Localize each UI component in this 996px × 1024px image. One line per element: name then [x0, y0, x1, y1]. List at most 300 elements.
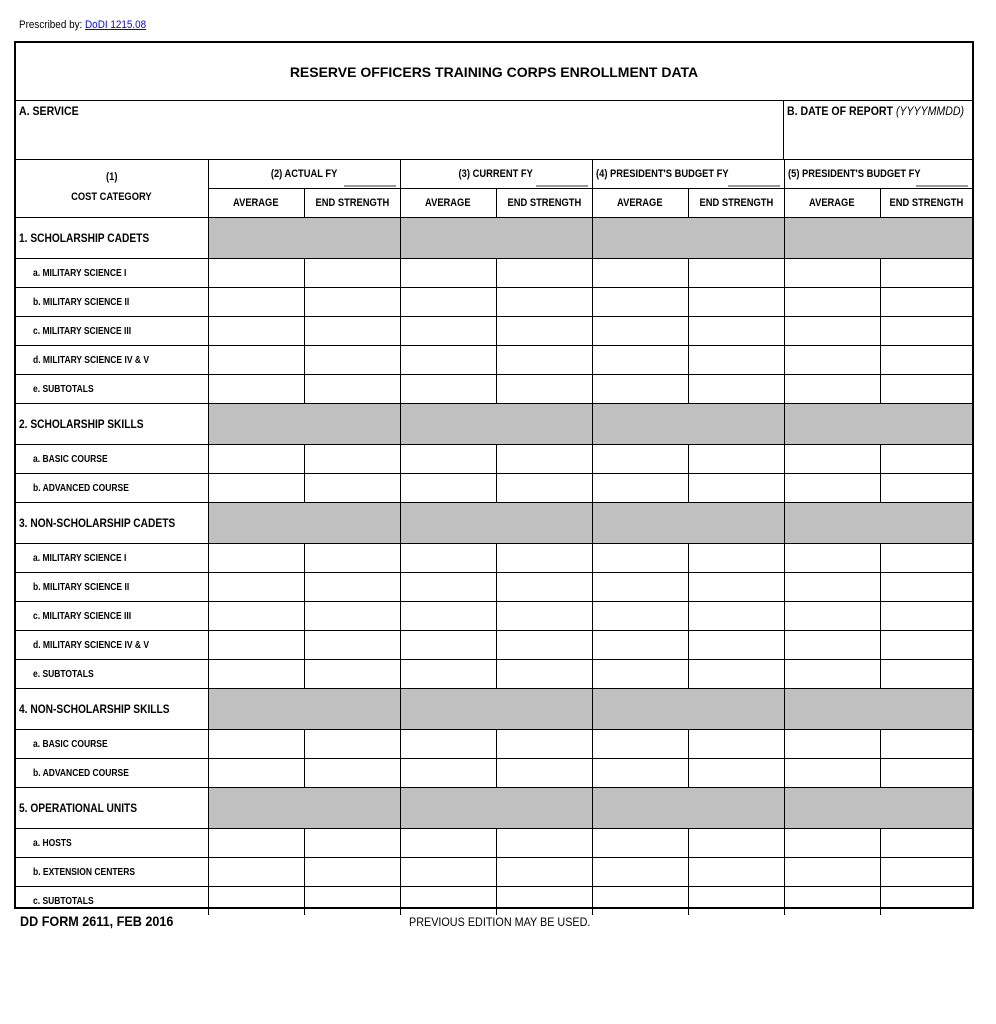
average-input[interactable] [401, 544, 496, 572]
end-strength-cell [496, 858, 592, 887]
item-label [16, 858, 208, 887]
average-input[interactable] [785, 858, 880, 886]
table-row [16, 759, 972, 788]
average-input[interactable] [785, 730, 880, 758]
item-label-text: d. MILITARY SCIENCE IV & V [33, 639, 150, 651]
end-strength-cell [880, 317, 972, 346]
table-row [16, 288, 972, 317]
presidents-budget-fy-input-1[interactable] [728, 171, 780, 187]
item-label [16, 474, 208, 503]
end-strength-input[interactable] [305, 317, 400, 345]
current-fy-label: (3) CURRENT FY [458, 168, 534, 180]
service-input[interactable] [20, 131, 779, 155]
item-label-text: b. MILITARY SCIENCE II [33, 296, 130, 308]
item-label-text: c. MILITARY SCIENCE III [33, 325, 132, 337]
average-cell [784, 317, 880, 346]
average-input[interactable] [785, 829, 880, 857]
end-strength-input[interactable] [305, 631, 400, 659]
end-strength-input[interactable] [497, 759, 592, 787]
table-row [16, 730, 972, 759]
table-row [16, 375, 972, 404]
form-number: DD FORM 2611, FEB 2016 [20, 913, 174, 929]
average-input[interactable] [785, 445, 880, 473]
end-strength-cell [304, 829, 400, 858]
end-strength-input[interactable] [689, 660, 784, 688]
end-strength-header [688, 189, 784, 218]
average-input[interactable] [785, 660, 880, 688]
end-strength-cell [688, 346, 784, 375]
end-strength-input[interactable] [305, 474, 400, 502]
item-label [16, 346, 208, 375]
item-label [16, 631, 208, 660]
average-cell [400, 346, 496, 375]
end-strength-cell [688, 631, 784, 660]
average-input[interactable] [593, 660, 688, 688]
item-label-text: b. ADVANCED COURSE [33, 767, 129, 779]
average-cell [400, 759, 496, 788]
average-input[interactable] [785, 573, 880, 601]
average-input[interactable] [785, 288, 880, 316]
shaded-cell [784, 503, 972, 544]
section-row [16, 689, 972, 730]
average-input[interactable] [209, 259, 304, 287]
average-input[interactable] [401, 375, 496, 403]
cost-category-header [16, 160, 208, 218]
end-strength-input[interactable] [305, 288, 400, 316]
date-of-report-label [787, 104, 964, 118]
average-cell [592, 474, 688, 503]
average-cell [592, 759, 688, 788]
average-cell [208, 858, 304, 887]
average-input[interactable] [401, 474, 496, 502]
end-strength-cell [880, 573, 972, 602]
end-strength-input[interactable] [881, 317, 973, 345]
item-label [16, 573, 208, 602]
end-strength-cell [496, 887, 592, 916]
end-strength-input[interactable] [881, 544, 973, 572]
average-cell [784, 829, 880, 858]
average-label: AVERAGE [617, 197, 663, 209]
end-strength-cell [496, 445, 592, 474]
end-strength-input[interactable] [689, 602, 784, 630]
average-input[interactable] [209, 858, 304, 886]
end-strength-input[interactable] [689, 445, 784, 473]
end-strength-input[interactable] [881, 602, 973, 630]
shaded-cell [208, 689, 400, 730]
average-input[interactable] [785, 631, 880, 659]
end-strength-input[interactable] [881, 730, 973, 758]
end-strength-cell [880, 631, 972, 660]
item-label-text: e. SUBTOTALS [33, 383, 94, 395]
item-label-text: c. MILITARY SCIENCE III [33, 610, 132, 622]
end-strength-input[interactable] [689, 474, 784, 502]
end-strength-input[interactable] [881, 829, 973, 857]
average-input[interactable] [209, 660, 304, 688]
average-cell [208, 631, 304, 660]
end-strength-input[interactable] [497, 445, 592, 473]
end-strength-cell [496, 660, 592, 689]
end-strength-input[interactable] [305, 544, 400, 572]
end-strength-cell [304, 346, 400, 375]
end-strength-input[interactable] [497, 730, 592, 758]
average-input[interactable] [593, 858, 688, 886]
end-strength-input[interactable] [881, 259, 973, 287]
average-cell [784, 730, 880, 759]
average-input[interactable] [209, 829, 304, 857]
item-label [16, 288, 208, 317]
average-input[interactable] [593, 445, 688, 473]
end-strength-input[interactable] [881, 631, 973, 659]
table-row [16, 544, 972, 573]
end-strength-input[interactable] [305, 573, 400, 601]
average-input[interactable] [209, 288, 304, 316]
item-label [16, 829, 208, 858]
end-strength-input[interactable] [305, 660, 400, 688]
average-input[interactable] [785, 544, 880, 572]
average-cell [400, 887, 496, 916]
end-strength-cell [688, 829, 784, 858]
end-strength-input[interactable] [689, 317, 784, 345]
average-input[interactable] [401, 288, 496, 316]
average-input[interactable] [401, 887, 496, 915]
average-input[interactable] [593, 730, 688, 758]
average-cell [208, 474, 304, 503]
current-fy-input[interactable] [536, 171, 588, 187]
average-input[interactable] [209, 573, 304, 601]
end-strength-input[interactable] [689, 288, 784, 316]
average-header [592, 189, 688, 218]
end-strength-cell [304, 602, 400, 631]
end-strength-input[interactable] [305, 829, 400, 857]
end-strength-input[interactable] [305, 759, 400, 787]
average-cell [208, 730, 304, 759]
average-input[interactable] [401, 602, 496, 630]
end-strength-input[interactable] [305, 375, 400, 403]
end-strength-input[interactable] [497, 288, 592, 316]
table-row [16, 445, 972, 474]
end-strength-input[interactable] [497, 631, 592, 659]
end-strength-input[interactable] [497, 660, 592, 688]
average-cell [400, 259, 496, 288]
average-cell [400, 573, 496, 602]
average-input[interactable] [209, 887, 304, 915]
service-row [16, 101, 972, 160]
item-label-text: c. SUBTOTALS [33, 895, 94, 907]
end-strength-cell [496, 474, 592, 503]
average-header [400, 189, 496, 218]
average-input[interactable] [593, 288, 688, 316]
end-strength-cell [880, 887, 972, 916]
presidents-budget-fy-input-2[interactable] [916, 171, 968, 187]
end-strength-cell [880, 288, 972, 317]
current-fy-header [400, 160, 592, 189]
average-cell [400, 829, 496, 858]
average-input[interactable] [785, 759, 880, 787]
average-cell [784, 445, 880, 474]
average-input[interactable] [593, 375, 688, 403]
average-input[interactable] [401, 631, 496, 659]
average-input[interactable] [593, 474, 688, 502]
end-strength-input[interactable] [305, 259, 400, 287]
end-strength-cell [496, 259, 592, 288]
average-input[interactable] [785, 602, 880, 630]
dodi-link[interactable]: DoDI 1215.08 [85, 19, 147, 31]
end-strength-input[interactable] [305, 730, 400, 758]
average-cell [592, 631, 688, 660]
average-input[interactable] [209, 317, 304, 345]
average-cell [208, 375, 304, 404]
end-strength-input[interactable] [881, 660, 973, 688]
average-cell [400, 317, 496, 346]
shaded-cell [592, 503, 784, 544]
end-strength-input[interactable] [881, 375, 973, 403]
average-cell [784, 887, 880, 916]
end-strength-label: END STRENGTH [889, 197, 964, 209]
average-input[interactable] [785, 887, 880, 915]
end-strength-input[interactable] [881, 887, 973, 915]
end-strength-input[interactable] [497, 829, 592, 857]
service-label: A. SERVICE [19, 104, 79, 118]
average-cell [592, 858, 688, 887]
prescribed-by-label: Prescribed by: [19, 19, 86, 31]
end-strength-input[interactable] [689, 759, 784, 787]
section-label-text: 4. NON-SCHOLARSHIP SKILLS [19, 702, 170, 716]
end-strength-input[interactable] [497, 602, 592, 630]
end-strength-cell [688, 660, 784, 689]
end-strength-input[interactable] [689, 259, 784, 287]
average-input[interactable] [593, 544, 688, 572]
table-row [16, 829, 972, 858]
item-label-text: b. ADVANCED COURSE [33, 482, 129, 494]
table-row [16, 573, 972, 602]
item-label-text: b. EXTENSION CENTERS [33, 866, 136, 878]
average-cell [592, 730, 688, 759]
average-cell [784, 375, 880, 404]
end-strength-input[interactable] [689, 346, 784, 374]
end-strength-input[interactable] [305, 887, 400, 915]
average-input[interactable] [209, 631, 304, 659]
end-strength-input[interactable] [497, 346, 592, 374]
item-label [16, 445, 208, 474]
end-strength-cell [688, 445, 784, 474]
average-cell [784, 858, 880, 887]
section-label-text: 3. NON-SCHOLARSHIP CADETS [19, 516, 176, 530]
average-input[interactable] [401, 573, 496, 601]
average-input[interactable] [401, 730, 496, 758]
end-strength-input[interactable] [497, 858, 592, 886]
average-cell [592, 375, 688, 404]
end-strength-label: END STRENGTH [315, 197, 389, 209]
section-label-text: 2. SCHOLARSHIP SKILLS [19, 417, 144, 431]
end-strength-input[interactable] [497, 474, 592, 502]
end-strength-input[interactable] [497, 887, 592, 915]
end-strength-input[interactable] [689, 730, 784, 758]
average-cell [208, 602, 304, 631]
average-cell [784, 288, 880, 317]
end-strength-cell [688, 288, 784, 317]
end-strength-input[interactable] [689, 544, 784, 572]
average-input[interactable] [209, 730, 304, 758]
average-input[interactable] [593, 259, 688, 287]
end-strength-input[interactable] [305, 602, 400, 630]
section-label-text: 5. OPERATIONAL UNITS [19, 801, 138, 815]
average-input[interactable] [401, 829, 496, 857]
average-cell [784, 759, 880, 788]
end-strength-input[interactable] [497, 544, 592, 572]
average-input[interactable] [209, 759, 304, 787]
actual-fy-header [208, 160, 400, 189]
end-strength-input[interactable] [497, 259, 592, 287]
average-input[interactable] [593, 317, 688, 345]
end-strength-input[interactable] [497, 317, 592, 345]
section-row [16, 503, 972, 544]
section-row [16, 788, 972, 829]
average-input[interactable] [401, 445, 496, 473]
end-strength-input[interactable] [497, 375, 592, 403]
end-strength-input[interactable] [881, 573, 973, 601]
average-input[interactable] [785, 346, 880, 374]
shaded-cell [592, 404, 784, 445]
section-label [16, 788, 208, 829]
table-row [16, 858, 972, 887]
average-input[interactable] [593, 829, 688, 857]
end-strength-cell [688, 602, 784, 631]
average-input[interactable] [209, 445, 304, 473]
end-strength-input[interactable] [881, 288, 973, 316]
end-strength-cell [880, 375, 972, 404]
average-input[interactable] [785, 259, 880, 287]
end-strength-cell [304, 631, 400, 660]
end-strength-input[interactable] [689, 887, 784, 915]
average-cell [400, 602, 496, 631]
average-cell [400, 288, 496, 317]
end-strength-input[interactable] [497, 573, 592, 601]
average-input[interactable] [593, 573, 688, 601]
shaded-cell [784, 218, 972, 259]
end-strength-input[interactable] [689, 573, 784, 601]
average-cell [208, 317, 304, 346]
average-input[interactable] [401, 317, 496, 345]
average-cell [208, 573, 304, 602]
average-cell [592, 317, 688, 346]
end-strength-cell [304, 375, 400, 404]
average-label: AVERAGE [809, 197, 855, 209]
average-cell [784, 259, 880, 288]
table-row [16, 602, 972, 631]
end-strength-input[interactable] [881, 445, 973, 473]
average-input[interactable] [401, 858, 496, 886]
shaded-cell [400, 404, 592, 445]
end-strength-cell [496, 730, 592, 759]
end-strength-cell [688, 317, 784, 346]
average-input[interactable] [209, 375, 304, 403]
end-strength-cell [880, 858, 972, 887]
end-strength-input[interactable] [305, 858, 400, 886]
end-strength-cell [304, 573, 400, 602]
average-cell [592, 573, 688, 602]
section-row [16, 218, 972, 259]
average-input[interactable] [401, 660, 496, 688]
average-cell [208, 887, 304, 916]
item-label-text: a. MILITARY SCIENCE I [33, 267, 127, 279]
table-row [16, 259, 972, 288]
average-cell [592, 445, 688, 474]
end-strength-input[interactable] [689, 375, 784, 403]
table-row [16, 474, 972, 503]
average-cell [208, 829, 304, 858]
average-cell [784, 474, 880, 503]
end-strength-input[interactable] [305, 445, 400, 473]
average-input[interactable] [209, 602, 304, 630]
end-strength-cell [304, 445, 400, 474]
end-strength-cell [304, 759, 400, 788]
end-strength-cell [688, 259, 784, 288]
end-strength-input[interactable] [881, 474, 973, 502]
average-input[interactable] [593, 759, 688, 787]
end-strength-cell [688, 887, 784, 916]
shaded-cell [208, 503, 400, 544]
end-strength-label: END STRENGTH [699, 197, 773, 209]
average-label: AVERAGE [233, 197, 279, 209]
average-cell [592, 829, 688, 858]
average-cell [208, 346, 304, 375]
end-strength-input[interactable] [881, 858, 973, 886]
end-strength-input[interactable] [689, 858, 784, 886]
average-input[interactable] [401, 259, 496, 287]
average-input[interactable] [593, 602, 688, 630]
end-strength-header [880, 189, 972, 218]
end-strength-cell [496, 317, 592, 346]
average-input[interactable] [785, 375, 880, 403]
actual-fy-input[interactable] [344, 171, 396, 187]
average-cell [208, 288, 304, 317]
average-input[interactable] [593, 346, 688, 374]
average-input[interactable] [593, 887, 688, 915]
end-strength-cell [496, 346, 592, 375]
end-strength-cell [880, 474, 972, 503]
average-input[interactable] [401, 346, 496, 374]
shaded-cell [784, 689, 972, 730]
average-input[interactable] [785, 317, 880, 345]
shaded-cell [784, 404, 972, 445]
end-strength-input[interactable] [305, 346, 400, 374]
end-strength-header [496, 189, 592, 218]
average-label: AVERAGE [425, 197, 471, 209]
end-strength-cell [304, 544, 400, 573]
form-title: RESERVE OFFICERS TRAINING CORPS ENROLLMENT DATA [16, 43, 972, 101]
presidents-budget-fy-label-2: (5) PRESIDENT'S BUDGET FY [787, 168, 921, 180]
average-cell [784, 631, 880, 660]
average-input[interactable] [593, 631, 688, 659]
end-strength-cell [880, 445, 972, 474]
average-input[interactable] [209, 346, 304, 374]
date-of-report-field [784, 101, 972, 159]
end-strength-input[interactable] [689, 829, 784, 857]
date-of-report-input[interactable] [788, 131, 968, 155]
end-strength-input[interactable] [689, 631, 784, 659]
end-strength-cell [880, 259, 972, 288]
date-format-hint: (YYYYMMDD) [895, 104, 965, 118]
average-input[interactable] [209, 544, 304, 572]
average-input[interactable] [209, 474, 304, 502]
average-header [208, 189, 304, 218]
end-strength-input[interactable] [881, 346, 973, 374]
average-input[interactable] [785, 474, 880, 502]
end-strength-input[interactable] [881, 759, 973, 787]
average-input[interactable] [401, 759, 496, 787]
item-label-text: a. HOSTS [33, 837, 72, 849]
section-label-text: 1. SCHOLARSHIP CADETS [19, 231, 150, 245]
